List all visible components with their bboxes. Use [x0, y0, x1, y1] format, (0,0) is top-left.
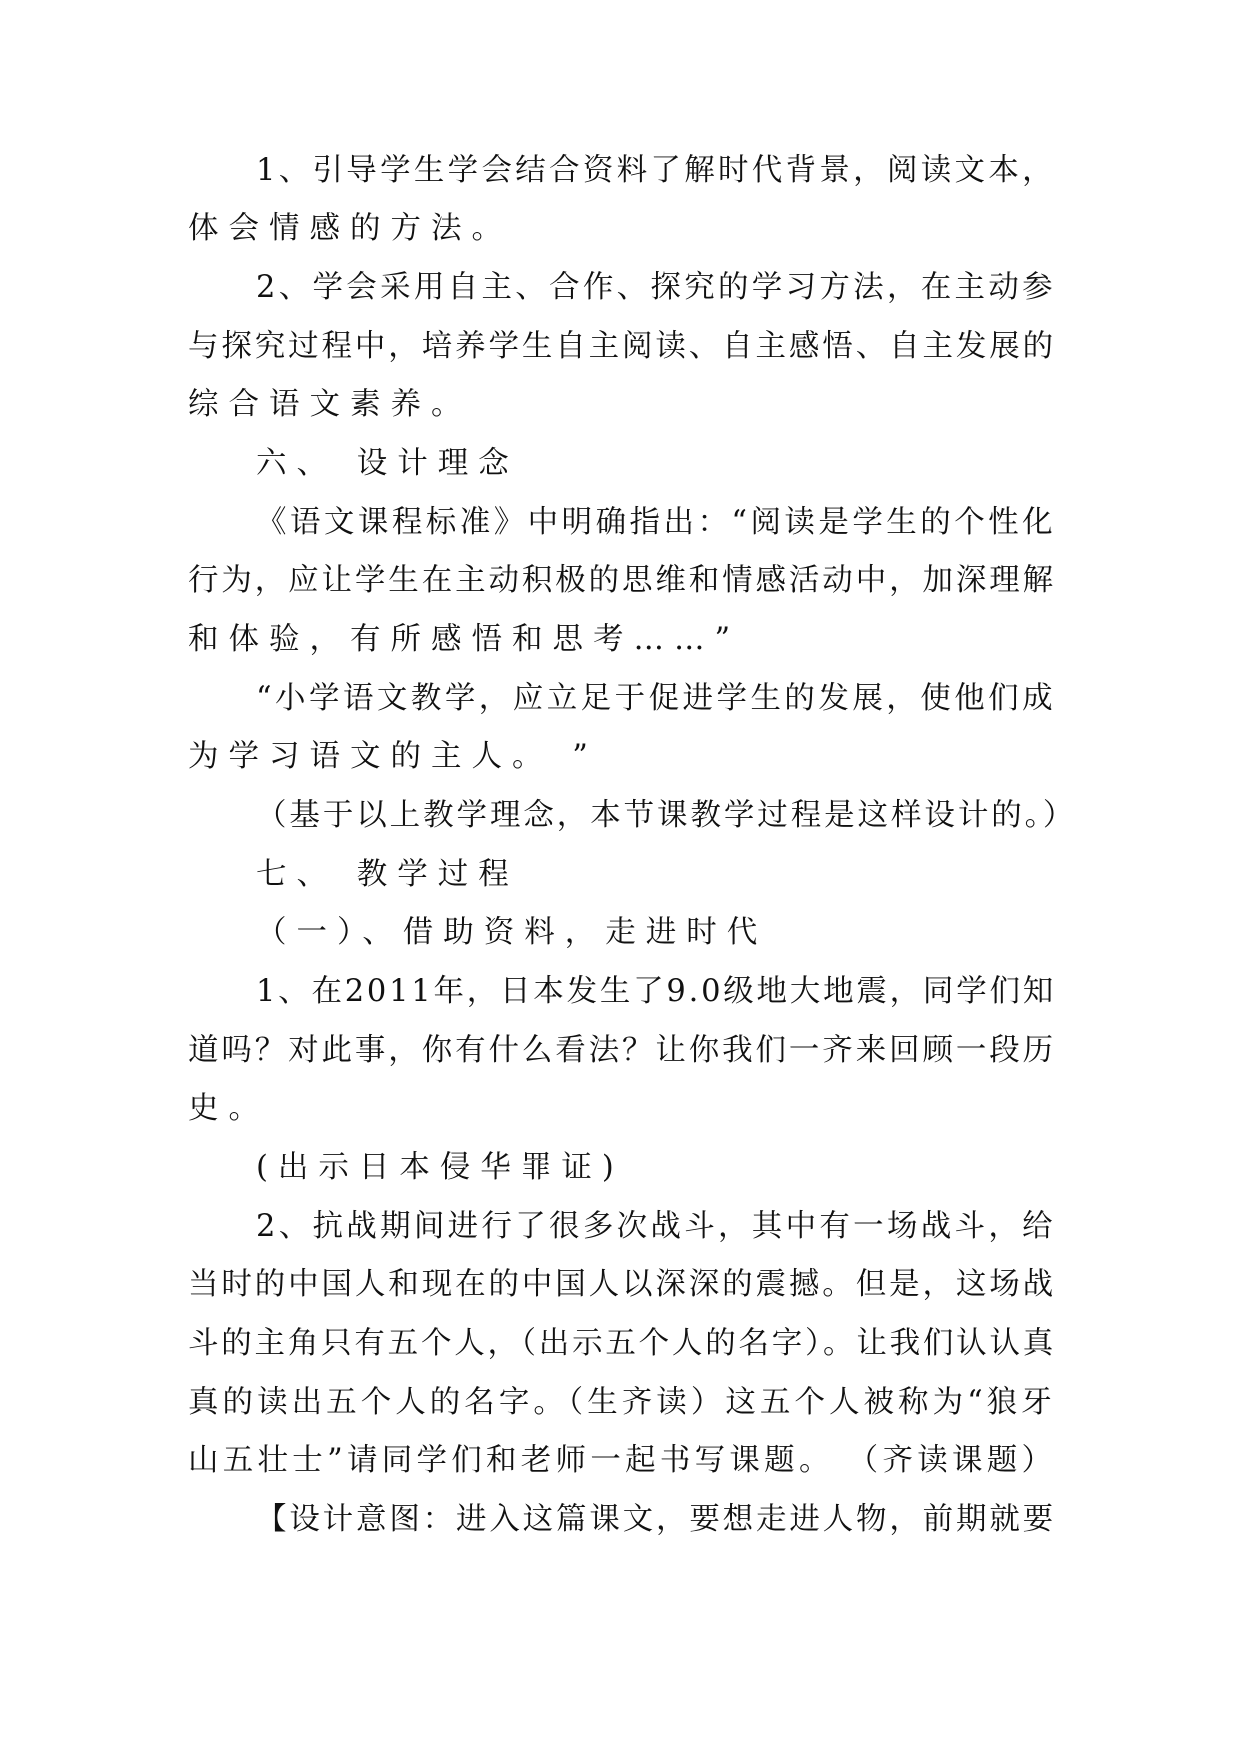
text-line: 山五壮士”请同学们和老师一起书写课题。 （齐读课题）	[188, 1443, 1057, 1478]
text-line: 为学习语文的主人。 ”	[188, 739, 598, 774]
text-line: 斗的主角只有五个人，（出示五个人的名字）。让我们认认真	[188, 1326, 1056, 1361]
text-line: 1、在2011年，日本发生了9.0级地大地震，同学们知	[256, 974, 1057, 1009]
text-line: 体会情感的方法。	[188, 211, 512, 246]
text-line: 【设计意图：进入这篇课文，要想走进人物，前期就要	[256, 1502, 1056, 1537]
section-heading: 六、 设计理念	[256, 446, 519, 481]
text-line: “小学语文教学，应立足于促进学生的发展，使他们成	[256, 681, 1057, 716]
subsection-heading: （一）、借助资料，走进时代	[256, 915, 768, 950]
text-line: 道吗？对此事，你有什么看法？让你我们一齐来回顾一段历	[188, 1033, 1056, 1068]
text-line: 行为，应让学生在主动积极的思维和情感活动中，加深理解	[188, 563, 1056, 598]
text-line: 史。	[188, 1091, 269, 1126]
text-line: 当时的中国人和现在的中国人以深深的震撼。但是，这场战	[188, 1267, 1056, 1302]
text-line: 综合语文素养。	[188, 387, 472, 422]
section-heading: 七、 教学过程	[256, 857, 519, 892]
text-line: 真的读出五个人的名字。（生齐读）这五个人被称为“狼牙	[188, 1385, 1056, 1420]
text-line: 2、学会采用自主、合作、探究的学习方法，在主动参	[256, 270, 1056, 305]
text-line: 《语文课程标准》中明确指出：“阅读是学生的个性化	[256, 505, 1057, 540]
text-line: 2、抗战期间进行了很多次战斗，其中有一场战斗，给	[256, 1209, 1056, 1244]
text-line: 1、引导学生学会结合资料了解时代背景，阅读文本，	[256, 153, 1056, 188]
text-line: 和体验，有所感悟和思考……”	[188, 622, 741, 657]
text-line: (出示日本侵华罪证)	[256, 1150, 624, 1185]
text-line: 与探究过程中，培养学生自主阅读、自主感悟、自主发展的	[188, 329, 1056, 364]
text-line: （基于以上教学理念，本节课教学过程是这样设计的。）	[256, 798, 1077, 833]
